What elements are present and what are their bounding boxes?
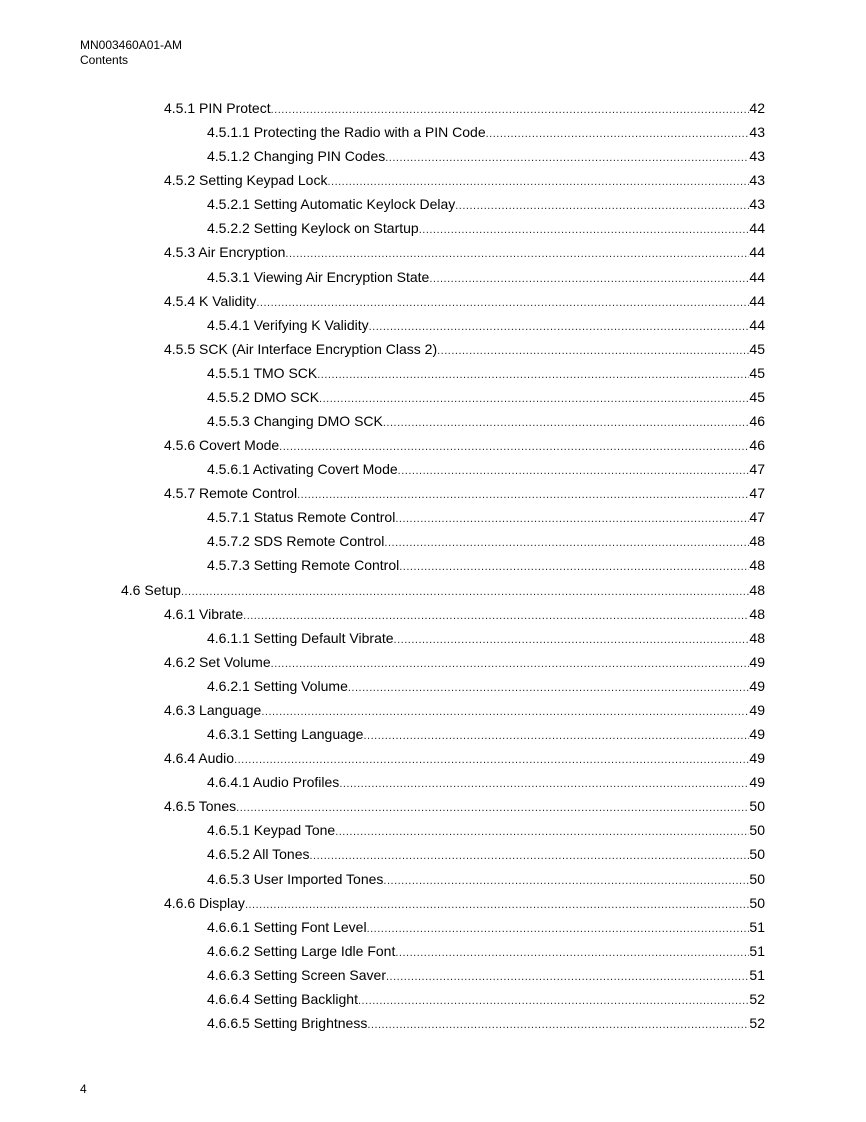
- table-of-contents: [0, 96, 866, 1035]
- toc-entry-title[interactable]: 4.6.3 Language: [164, 701, 262, 718]
- toc-entry-title[interactable]: 4.5.7 Remote Control: [164, 485, 298, 502]
- toc-entry-title[interactable]: 4.6.2 Set Volume: [164, 653, 271, 670]
- toc-entry-page[interactable]: 44: [749, 316, 765, 333]
- dot-leader: [384, 531, 749, 555]
- toc-entry[interactable]: [164, 337, 765, 361]
- toc-entry-title[interactable]: 4.6.6.2 Setting Large Idle Font: [207, 942, 396, 959]
- dot-leader: [395, 507, 749, 531]
- toc-entry[interactable]: [207, 457, 765, 481]
- toc-entry-title[interactable]: 4.5.2.1 Setting Automatic Keylock Delay: [207, 196, 456, 213]
- toc-entry[interactable]: [207, 939, 765, 963]
- toc-entry-title[interactable]: 4.5.7.1 Status Remote Control: [207, 509, 396, 526]
- toc-entry[interactable]: [207, 722, 765, 746]
- toc-entry-title[interactable]: 4.6.2.1 Setting Volume: [207, 677, 348, 694]
- toc-entry-title[interactable]: 4.5.6.1 Activating Covert Mode: [207, 461, 398, 478]
- toc-entry-page[interactable]: 48: [749, 557, 765, 574]
- dot-leader: [285, 242, 749, 266]
- toc-entry[interactable]: [207, 963, 765, 987]
- toc-entry[interactable]: [207, 1011, 765, 1035]
- toc-entry[interactable]: [207, 529, 765, 553]
- running-header: [80, 38, 182, 68]
- toc-entry-page[interactable]: 50: [749, 894, 765, 911]
- dot-leader: [429, 267, 749, 291]
- toc-entry-title[interactable]: 4.6.5 Tones: [164, 798, 237, 815]
- toc-entry[interactable]: [164, 746, 765, 770]
- toc-entry-page[interactable]: 49: [749, 701, 765, 718]
- dot-leader: [437, 339, 749, 363]
- toc-entry-page[interactable]: 49: [749, 774, 765, 791]
- toc-entry-page[interactable]: 50: [749, 870, 765, 887]
- dot-leader: [348, 676, 750, 700]
- toc-entry-page[interactable]: 43: [749, 196, 765, 213]
- toc-entry[interactable]: [207, 385, 765, 409]
- dot-leader: [181, 580, 749, 604]
- section-name: Contents: [80, 53, 129, 67]
- dot-leader: [234, 748, 749, 772]
- toc-entry-page[interactable]: 49: [749, 677, 765, 694]
- toc-entry-page[interactable]: 44: [749, 220, 765, 237]
- dot-leader: [367, 917, 750, 941]
- dot-leader: [395, 941, 749, 965]
- dot-leader: [369, 315, 750, 339]
- dot-leader: [245, 893, 749, 917]
- toc-entry[interactable]: [207, 409, 765, 433]
- toc-entry-title[interactable]: 4.5.3 Air Encryption: [164, 244, 286, 261]
- toc-entry[interactable]: [207, 674, 765, 698]
- dot-leader: [339, 772, 749, 796]
- toc-entry-title[interactable]: 4.5.5.2 DMO SCK: [207, 388, 320, 405]
- document-id: MN003460A01-AM: [80, 38, 183, 52]
- toc-entry-title[interactable]: 4.5.2 Setting Keypad Lock: [164, 172, 328, 189]
- toc-entry-page[interactable]: 48: [749, 533, 765, 550]
- toc-entry-page[interactable]: 51: [749, 966, 765, 983]
- toc-entry-page[interactable]: 46: [749, 437, 765, 454]
- toc-entry-page[interactable]: 43: [749, 148, 765, 165]
- toc-entry-title[interactable]: 4.5.5.3 Changing DMO SCK: [207, 413, 383, 430]
- toc-entry-page[interactable]: 48: [749, 605, 765, 622]
- toc-entry-title[interactable]: 4.6.4.1 Audio Profiles: [207, 774, 340, 791]
- dot-leader: [236, 796, 749, 820]
- toc-entry[interactable]: [207, 915, 765, 939]
- toc-entry-page[interactable]: 49: [749, 750, 765, 767]
- toc-entry-title[interactable]: 4.6.4 Audio: [164, 750, 235, 767]
- toc-entry[interactable]: [164, 891, 765, 915]
- toc-entry[interactable]: [164, 433, 765, 457]
- toc-entry-page[interactable]: 43: [749, 172, 765, 189]
- dot-leader: [367, 1013, 749, 1037]
- toc-entry-page[interactable]: 50: [749, 798, 765, 815]
- toc-entry-title[interactable]: 4.5.2.2 Setting Keylock on Startup: [207, 220, 419, 237]
- toc-entry-page[interactable]: 49: [749, 653, 765, 670]
- toc-entry-title[interactable]: 4.6.6.5 Setting Brightness: [207, 1014, 368, 1031]
- toc-entry-title[interactable]: 4.5.1.1 Protecting the Radio with a PIN Code: [207, 124, 486, 141]
- toc-entry-title[interactable]: 4.6.6.4 Setting Backlight: [207, 990, 358, 1007]
- dot-leader: [256, 291, 749, 315]
- toc-entry-title[interactable]: 4.5.7.3 Setting Remote Control: [207, 557, 400, 574]
- toc-entry-title[interactable]: 4.6.6.1 Setting Font Level: [207, 918, 367, 935]
- toc-entry-title[interactable]: 4.5.5 SCK (Air Interface Encryption Class 2): [164, 340, 438, 357]
- toc-entry-title[interactable]: 4.5.1 PIN Protect: [164, 100, 271, 116]
- toc-entry-title[interactable]: 4.5.3.1 Viewing Air Encryption State: [207, 268, 430, 285]
- dot-leader: [297, 483, 749, 507]
- toc-entry[interactable]: [207, 867, 765, 891]
- toc-entry[interactable]: [164, 794, 765, 818]
- dot-leader: [386, 965, 749, 989]
- page-number: 4: [80, 1082, 87, 1096]
- toc-entry[interactable]: [207, 553, 765, 577]
- toc-entry[interactable]: [207, 842, 765, 866]
- toc-entry-title[interactable]: 4.6.1.1 Setting Default Vibrate: [207, 629, 394, 646]
- dot-leader: [317, 363, 749, 387]
- toc-entry-page[interactable]: 45: [749, 388, 765, 405]
- toc-entry-page[interactable]: 48: [749, 629, 765, 646]
- dot-leader: [335, 820, 749, 844]
- toc-entry-title[interactable]: 4.5.4 K Validity: [164, 292, 257, 309]
- dot-leader: [279, 435, 749, 459]
- toc-entry[interactable]: [164, 602, 765, 626]
- dot-leader: [398, 459, 750, 483]
- toc-entry[interactable]: [207, 987, 765, 1011]
- toc-entry[interactable]: [164, 289, 765, 313]
- toc-entry-page[interactable]: 50: [749, 822, 765, 839]
- dot-leader: [394, 628, 750, 652]
- dot-leader: [271, 652, 750, 676]
- toc-entry-page[interactable]: 44: [749, 292, 765, 309]
- toc-entry-title[interactable]: 4.5.6 Covert Mode: [164, 437, 280, 454]
- toc-entry-page[interactable]: 47: [749, 509, 765, 526]
- toc-entry[interactable]: [207, 313, 765, 337]
- dot-leader: [383, 411, 750, 435]
- toc-entry-title[interactable]: 4.6.6.3 Setting Screen Saver: [207, 966, 386, 983]
- toc-entry[interactable]: [207, 192, 765, 216]
- toc-entry-page[interactable]: 44: [749, 244, 765, 261]
- toc-entry[interactable]: [164, 650, 765, 674]
- dot-leader: [358, 989, 749, 1013]
- toc-entry-title[interactable]: 4.6.1 Vibrate: [164, 605, 244, 622]
- toc-entry-title[interactable]: 4.6.3.1 Setting Language: [207, 726, 364, 743]
- toc-entry-page[interactable]: 51: [749, 942, 765, 959]
- dot-leader: [419, 218, 750, 242]
- toc-entry[interactable]: [207, 265, 765, 289]
- toc-entry-title[interactable]: 4.5.5.1 TMO SCK: [207, 364, 318, 381]
- toc-entry-title[interactable]: 4.5.4.1 Verifying K Validity: [207, 316, 369, 333]
- toc-entry-page[interactable]: 50: [749, 846, 765, 863]
- toc-entry-page[interactable]: 48: [749, 581, 765, 598]
- toc-entry[interactable]: [207, 505, 765, 529]
- toc-entry[interactable]: [207, 770, 765, 794]
- dot-leader: [399, 555, 749, 579]
- toc-entry-page[interactable]: 47: [749, 461, 765, 478]
- toc-entry-title[interactable]: 4.5.7.2 SDS Remote Control: [207, 533, 385, 550]
- toc-entry-page[interactable]: 47: [749, 485, 765, 502]
- toc-entry-page[interactable]: 45: [749, 364, 765, 381]
- toc-entry[interactable]: [121, 578, 765, 602]
- toc-entry-title[interactable]: 4.6.6 Display: [164, 894, 245, 911]
- toc-entry-page[interactable]: 52: [749, 1014, 765, 1031]
- toc-entry-page[interactable]: 52: [749, 990, 765, 1007]
- toc-entry-title[interactable]: 4.5.1.2 Changing PIN Codes: [207, 148, 386, 165]
- toc-entry-title[interactable]: 4.6 Setup: [121, 581, 181, 598]
- toc-entry[interactable]: [164, 481, 765, 505]
- toc-entry[interactable]: [164, 96, 765, 120]
- dot-leader: [243, 604, 749, 628]
- toc-entry-page[interactable]: 44: [749, 268, 765, 285]
- dot-leader: [486, 122, 750, 146]
- toc-entry-title[interactable]: 4.6.5.3 User Imported Tones: [207, 870, 384, 887]
- toc-entry[interactable]: [207, 120, 765, 144]
- toc-entry-page[interactable]: 45: [749, 340, 765, 357]
- toc-entry-page[interactable]: 43: [749, 124, 765, 141]
- toc-entry[interactable]: [207, 216, 765, 240]
- dot-leader: [455, 194, 749, 218]
- dot-leader: [363, 724, 749, 748]
- toc-entry[interactable]: [164, 698, 765, 722]
- toc-entry[interactable]: [164, 240, 765, 264]
- dot-leader: [271, 98, 750, 122]
- toc-entry-page[interactable]: 42: [749, 100, 765, 116]
- toc-entry[interactable]: [207, 144, 765, 168]
- dot-leader: [319, 387, 749, 411]
- dot-leader: [309, 844, 749, 868]
- dot-leader: [383, 869, 749, 893]
- toc-entry[interactable]: [164, 168, 765, 192]
- toc-entry[interactable]: [207, 361, 765, 385]
- toc-entry-title[interactable]: 4.6.5.2 All Tones: [207, 846, 310, 863]
- toc-entry-page[interactable]: 51: [749, 918, 765, 935]
- dot-leader: [327, 170, 749, 194]
- toc-entry[interactable]: [207, 626, 765, 650]
- toc-entry[interactable]: [207, 818, 765, 842]
- toc-entry-page[interactable]: 46: [749, 413, 765, 430]
- toc-entry-page[interactable]: 49: [749, 726, 765, 743]
- toc-entry-title[interactable]: 4.6.5.1 Keypad Tone: [207, 822, 336, 839]
- dot-leader: [261, 700, 749, 724]
- dot-leader: [385, 146, 749, 170]
